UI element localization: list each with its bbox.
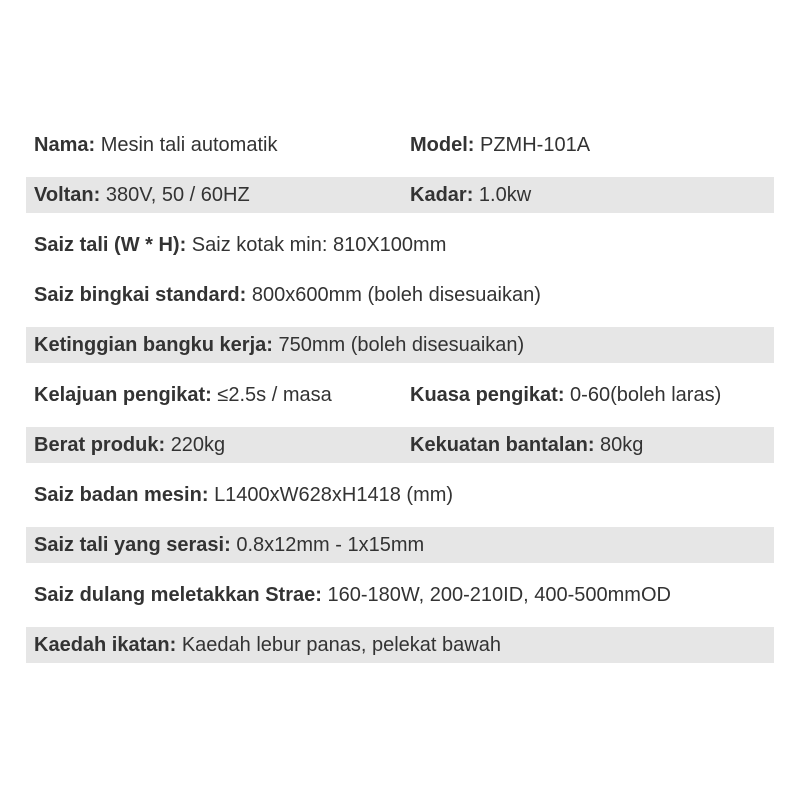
spec-label: Saiz tali yang serasi: xyxy=(34,534,231,556)
spec-row xyxy=(26,227,774,263)
spec-cell xyxy=(34,227,446,263)
spec-value: ≤2.5s / masa xyxy=(217,384,332,406)
spec-value: 0-60(boleh laras) xyxy=(570,384,722,406)
spec-row xyxy=(26,427,774,463)
spec-label: Kadar: xyxy=(410,184,474,206)
spec-cell xyxy=(34,527,424,563)
spec-value: Saiz kotak min: 810X100mm xyxy=(191,234,447,256)
spec-label: Kekuatan bantalan: xyxy=(410,434,595,456)
spec-row xyxy=(26,527,774,563)
spec-row xyxy=(26,377,774,413)
spec-label: Model: xyxy=(410,134,475,156)
spec-cell xyxy=(34,277,541,313)
spec-row xyxy=(26,177,774,213)
spec-cell xyxy=(34,327,524,363)
spec-cell xyxy=(410,427,643,463)
spec-cell xyxy=(34,177,250,213)
spec-value: 80kg xyxy=(600,434,644,456)
spec-cell xyxy=(34,127,277,163)
spec-cell xyxy=(34,377,332,413)
spec-cell xyxy=(410,127,590,163)
spec-cell xyxy=(34,627,501,663)
spec-cell xyxy=(34,427,225,463)
spec-value: 0.8x12mm - 1x15mm xyxy=(236,534,425,556)
spec-row xyxy=(26,577,774,613)
spec-value: 220kg xyxy=(170,434,226,456)
spec-label: Berat produk: xyxy=(34,434,166,456)
spec-value: 800x600mm (boleh disesuaikan) xyxy=(251,284,541,306)
spec-value: 750mm (boleh disesuaikan) xyxy=(278,334,525,356)
spec-label: Ketinggian bangku kerja: xyxy=(34,334,273,356)
spec-cell xyxy=(410,177,531,213)
spec-label: Saiz bingkai standard: xyxy=(34,284,247,306)
spec-label: Kelajuan pengikat: xyxy=(34,384,212,406)
spec-value: L1400xW628xH1418 (mm) xyxy=(214,484,454,506)
spec-value: 160-180W, 200-210ID, 400-500mmOD xyxy=(327,584,671,606)
spec-label: Kuasa pengikat: xyxy=(410,384,565,406)
spec-value: Mesin tali automatik xyxy=(100,134,278,156)
spec-value: PZMH-101A xyxy=(480,134,591,156)
spec-value: Kaedah lebur panas, pelekat bawah xyxy=(181,634,501,656)
spec-cell xyxy=(410,377,721,413)
spec-row xyxy=(26,627,774,663)
spec-value: 1.0kw xyxy=(478,184,532,206)
spec-cell xyxy=(34,577,671,613)
spec-label: Nama: xyxy=(34,134,96,156)
spec-row xyxy=(26,277,774,313)
spec-label: Kaedah ikatan: xyxy=(34,634,177,656)
spec-label: Saiz badan mesin: xyxy=(34,484,209,506)
spec-row xyxy=(26,477,774,513)
spec-row xyxy=(26,127,774,163)
spec-label: Voltan: xyxy=(34,184,101,206)
spec-label: Saiz dulang meletakkan Strae: xyxy=(34,584,322,606)
spec-cell xyxy=(34,477,453,513)
spec-label: Saiz tali (W * H): xyxy=(34,234,187,256)
spec-row xyxy=(26,327,774,363)
spec-value: 380V, 50 / 60HZ xyxy=(105,184,250,206)
